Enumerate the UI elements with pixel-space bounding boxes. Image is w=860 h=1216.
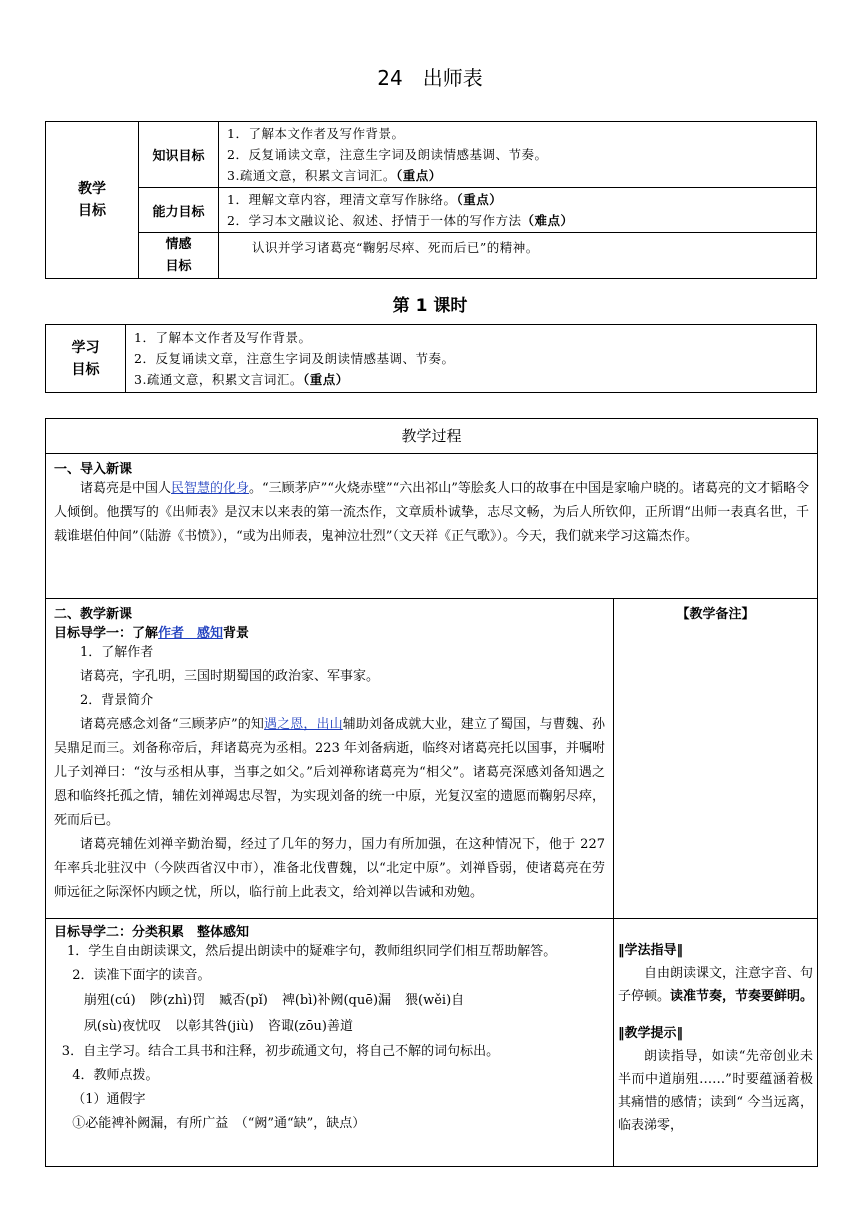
ability-objective-items xyxy=(219,188,817,233)
background-link[interactable]: 遇之恩，出山 xyxy=(264,717,343,732)
emotion-objective-label: 情感 目标 xyxy=(139,233,219,279)
knowledge-item-3: 3.疏通文意，积累文言词汇。（重点） xyxy=(227,168,442,183)
goal2-step4: 4．教师点拨。 xyxy=(72,1068,159,1083)
background-head: 2．背景简介 xyxy=(80,693,154,708)
knowledge-objective-label: 知识目标 xyxy=(139,122,219,188)
intro-title: 一、导入新课 xyxy=(54,462,133,477)
emotion-objective-text: 认识并学习诸葛亮“鞠躬尽瘁、死而后已”的精神。 xyxy=(219,233,817,279)
intro-link[interactable]: 民智慧的化身 xyxy=(171,481,250,496)
study-guide-text: 自由朗读课文，注意字音、句子停顿。读准节奏，节奏要鲜明。 xyxy=(618,966,814,1004)
intro-section xyxy=(46,454,818,599)
goal2-step2: 2．读准下面字的读音。 xyxy=(72,968,211,983)
teaching-objectives-table xyxy=(45,121,817,279)
background-paragraph-1: 诸葛亮感念刘备“三顾茅庐”的知遇之恩，出山辅助刘备成就大业，建立了蜀国，与曹魏、孙吴鼎足而三。刘备称帝后，拜诸葛亮为丞相。223 年刘备病逝，临终对诸葛亮托以国事，并嘱咐儿子刘禅曰：“汝与丞相从事，当事之如父。”后刘禅称诸葛亮为“相父”。诸葛亮深感刘备知遇之恩和临终托孤之情，辅佐刘禅竭忠尽智，为实现刘备的统一中原，光复汉室的遗愿而鞠躬尽瘁，死而后已。 xyxy=(54,717,605,828)
objectives-label-line1: 教学 xyxy=(78,181,106,197)
teaching-notes-cell xyxy=(614,599,818,919)
goal1-link[interactable]: 作者 感知 xyxy=(158,626,224,641)
pinyin-row-2: 夙(sù)夜忧叹 以彰其咎(jiù) 咨诹(zōu)善道 xyxy=(83,1019,354,1034)
goal2-side-notes xyxy=(614,919,818,1167)
study-objectives-label: 学习 目标 xyxy=(46,325,126,393)
knowledge-item-2: 2．反复诵读文章，注意生字词及朗读情感基调、节奏。 xyxy=(227,147,548,162)
objectives-row-label xyxy=(46,122,139,279)
intro-paragraph: 诸葛亮是中国人民智慧的化身。“三顾茅庐”“火烧赤壁”“六出祁山”等脍炙人口的故事在中国是家喻户晓的。诸葛亮的文才韬略令人倾倒。他撰写的《出师表》是汉末以来表的第一流杰作，文章质朴诚挚，志尽文畅，为后人所钦仰，正所谓“出师一表真名世，千载谁堪伯仲间”（陆游《书愤》），“或为出师表，鬼神泣壮烈”（文天祥《正气歌》）。今天，我们就来学习这篇杰作。 xyxy=(54,481,810,544)
teaching-process-table xyxy=(45,418,818,1167)
author-text: 诸葛亮，字孔明，三国时期蜀国的政治家、军事家。 xyxy=(80,669,380,684)
goal2-step1: 1．学生自由朗读课文，然后提出朗读中的疑难字句，教师组织同学们相互帮助解答。 xyxy=(67,944,557,959)
study-item-2: 2．反复诵读文章，注意生字词及朗读情感基调、节奏。 xyxy=(134,351,455,366)
new-lesson-section xyxy=(46,599,614,919)
study-objective-items xyxy=(126,325,817,393)
objectives-label-line2: 目标 xyxy=(78,203,106,219)
page-title: 24 出师表 xyxy=(377,66,483,90)
study-objectives-table xyxy=(45,324,817,393)
goal2-sub1: （1）通假字 xyxy=(72,1092,146,1107)
teaching-tip-text: 朗读指导，如读“先帝创业未半而中道崩殂……”时要蕴涵着极其痛惜的感情；读到“ 今当远离，临表涕零， xyxy=(618,1049,814,1133)
author-head: 1．了解作者 xyxy=(80,645,154,660)
goal2-step3: 3．自主学习。结合工具书和注释，初步疏通文句，将自己不解的词句标出。 xyxy=(61,1044,500,1059)
goal1-title: 目标导学一：了解作者 感知背景 xyxy=(54,626,250,641)
study-item-1: 1．了解本文作者及写作背景。 xyxy=(134,330,312,345)
ability-item-1: 1．理解文章内容，理清文章写作脉络。（重点） xyxy=(227,192,503,207)
lesson-title: 第 1 课时 xyxy=(392,296,468,316)
new-lesson-title: 二、教学新课 xyxy=(54,607,133,622)
knowledge-objective-items xyxy=(219,122,817,188)
pinyin-row-1: 崩殂(cú) 陟(zhì)罚 臧否(pǐ) 裨(bì)补阙(quē)漏 猥(wěi)自 xyxy=(83,993,465,1008)
goal2-section xyxy=(46,919,614,1167)
teaching-notes-head: 【教学备注】 xyxy=(676,607,755,622)
study-guide-tag: ‖学法指导‖ xyxy=(618,943,684,958)
tongjia-1: ①必能裨补阙漏，有所广益 （“阙”通“缺”，缺点） xyxy=(72,1116,366,1131)
knowledge-item-1: 1．了解本文作者及写作背景。 xyxy=(227,126,405,141)
process-header: 教学过程 xyxy=(46,419,818,454)
study-item-3: 3.疏通文意，积累文言词汇。（重点） xyxy=(134,372,349,387)
goal2-title: 目标导学二：分类积累 整体感知 xyxy=(54,925,250,940)
ability-item-2: 2．学习本文融议论、叙述、抒情于一体的写作方法（难点） xyxy=(227,213,574,228)
teaching-tip-tag: ‖教学提示‖ xyxy=(618,1026,684,1041)
background-paragraph-2: 诸葛亮辅佐刘禅辛勤治蜀，经过了几年的努力，国力有所加强，在这种情况下，他于 227 年率兵北驻汉中（今陕西省汉中市），准备北伐曹魏，以“北定中原”。刘禅昏弱，使诸葛亮在劳师远征之际深怀内顾之忧，所以，临行前上此表文，给刘禅以告诫和劝勉。 xyxy=(54,837,605,900)
ability-objective-label: 能力目标 xyxy=(139,188,219,233)
